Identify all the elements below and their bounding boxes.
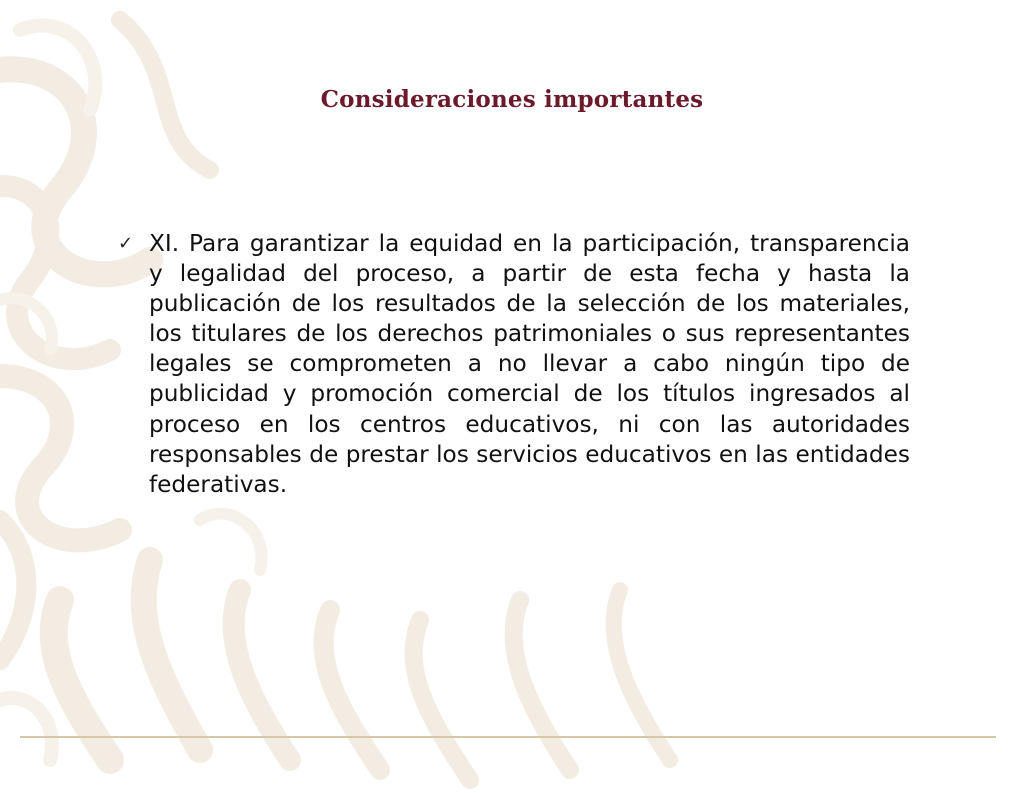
footer-divider bbox=[20, 736, 996, 738]
check-icon: ✓ bbox=[118, 233, 134, 254]
slide-title: Consideraciones importantes bbox=[320, 86, 704, 113]
bullet-text: XI. Para garantizar la equidad en la participación, transparencia y legalidad del proceso, a partir de esta fecha y hasta la publicación de los resultados de la selección de los materiales, los titulares de los derechos patrimoniales o sus representantes legales se comprometen a no llevar a cabo ningún tipo de publicidad y promoción comercial de los títulos ingresados al proceso en los centros educativos, ni con las autoridades responsables de prestar los servicios educativos en las entidades federativas. bbox=[149, 230, 910, 498]
